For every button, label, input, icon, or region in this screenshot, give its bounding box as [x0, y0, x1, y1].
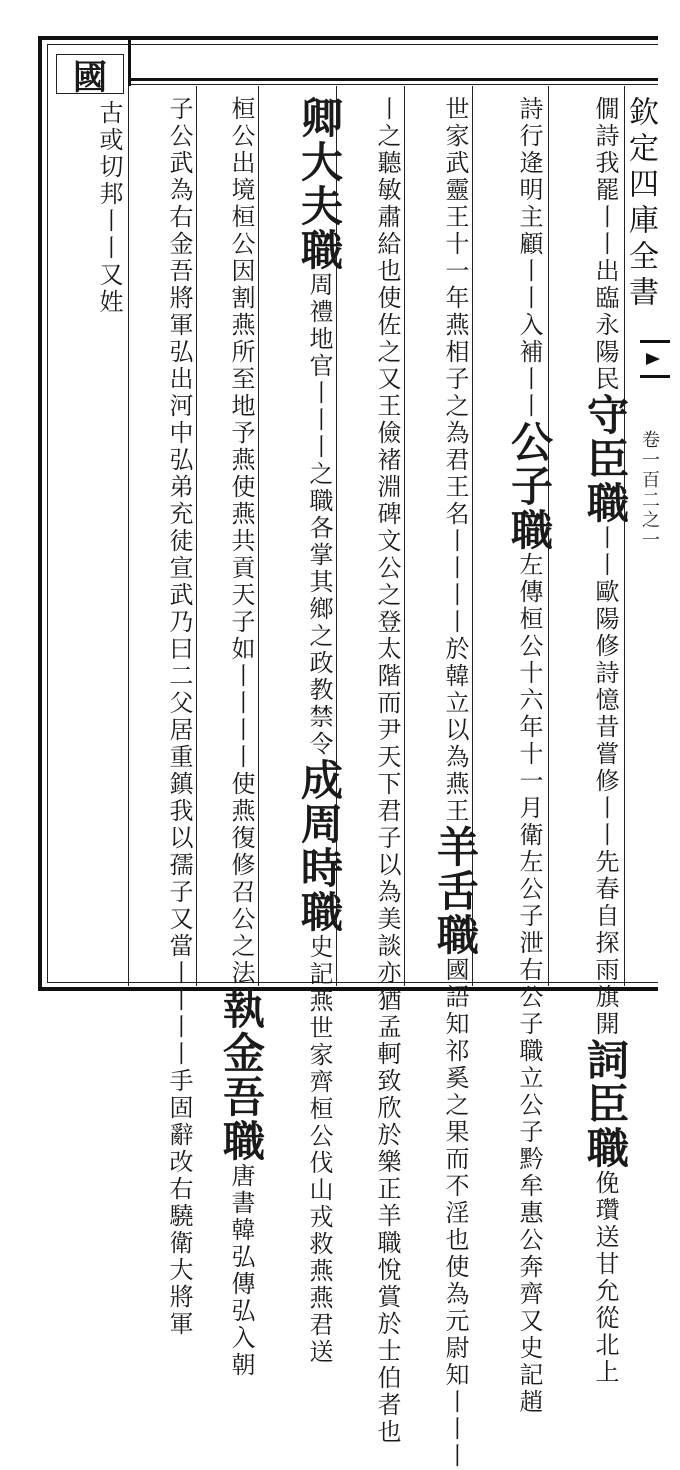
- text-column-8: 古或切邦丨丨又姓: [95, 100, 123, 316]
- head-step-rule: [128, 40, 131, 86]
- fish-tail-mark: [640, 340, 670, 378]
- heading-gongzizhi: 公子職: [505, 420, 554, 552]
- text-column-6: 桓公出境桓公因割燕所至地予燕使燕共貢天子如丨丨丨丨使燕復修召公之法執金吾職唐書韓弘傳弘入朝: [217, 96, 266, 1379]
- text-column-7: 子公武為右金吾將軍弘出河中弘弟充徒宣武乃曰二父居重鎮我以孺子又當丨丨丨丨手固辭改右驍衛大將軍: [165, 96, 193, 1338]
- text-column-2: 詩行逄明主顧丨丨入補丨丨公子職左傳桓公十六年十一月衛左公子泄右公子職立公子黔牟惠公奔齊又史記趙: [505, 96, 554, 1416]
- text-column-4: 丨之聽敏肅給也使佐之又王儉褚淵碑文公之登太階而尹天下君子以為美談亦猶孟軻致欣於樂正羊職悅賞於士伯者也: [373, 96, 401, 1446]
- column-rule: [258, 86, 259, 986]
- section-heading-char: 國: [73, 57, 107, 98]
- text-column-3: 世家武靈王十一年燕相子之為君王名丨丨丨丨於韓立以為燕王羊舌職國語知祁奚之果而不淫也使為元尉知丨丨丨: [431, 96, 480, 1470]
- column-rule: [624, 86, 625, 986]
- top-rule: [128, 78, 658, 81]
- heading-yangshezhi: 羊舌職: [431, 825, 480, 957]
- top-rule-inner: [128, 84, 658, 85]
- heading-cichenzhi: 詞臣職: [581, 1038, 630, 1170]
- heading-zhijinwuzhi: 執金吾職: [217, 987, 266, 1163]
- column-rule: [128, 86, 129, 986]
- section-heading-box: [56, 54, 124, 98]
- text-column-5: 卿大夫職周禮地官丨丨丨之職各掌其鄉之政教禁令成周時職史記燕世家齊桓公伐山戎救燕燕君送: [295, 96, 344, 1366]
- heading-qingdafuzhi: 卿大夫職: [295, 96, 344, 272]
- column-rule: [196, 86, 197, 986]
- book-title: 欽定四庫全書: [623, 96, 658, 312]
- folio-label: 卷一百二之一: [639, 430, 660, 550]
- text-column-1: 僩詩我罷丨丨出臨永陽民守臣職丨丨歐陽修詩憶昔嘗修丨丨先春自探雨旗開詞臣職俛瓚送甘允從北上: [581, 96, 630, 1386]
- heading-shouchenzhi: 守臣職: [581, 393, 630, 525]
- column-rule: [404, 86, 405, 986]
- heading-chengzhoushizhi: 成周時職: [295, 758, 344, 934]
